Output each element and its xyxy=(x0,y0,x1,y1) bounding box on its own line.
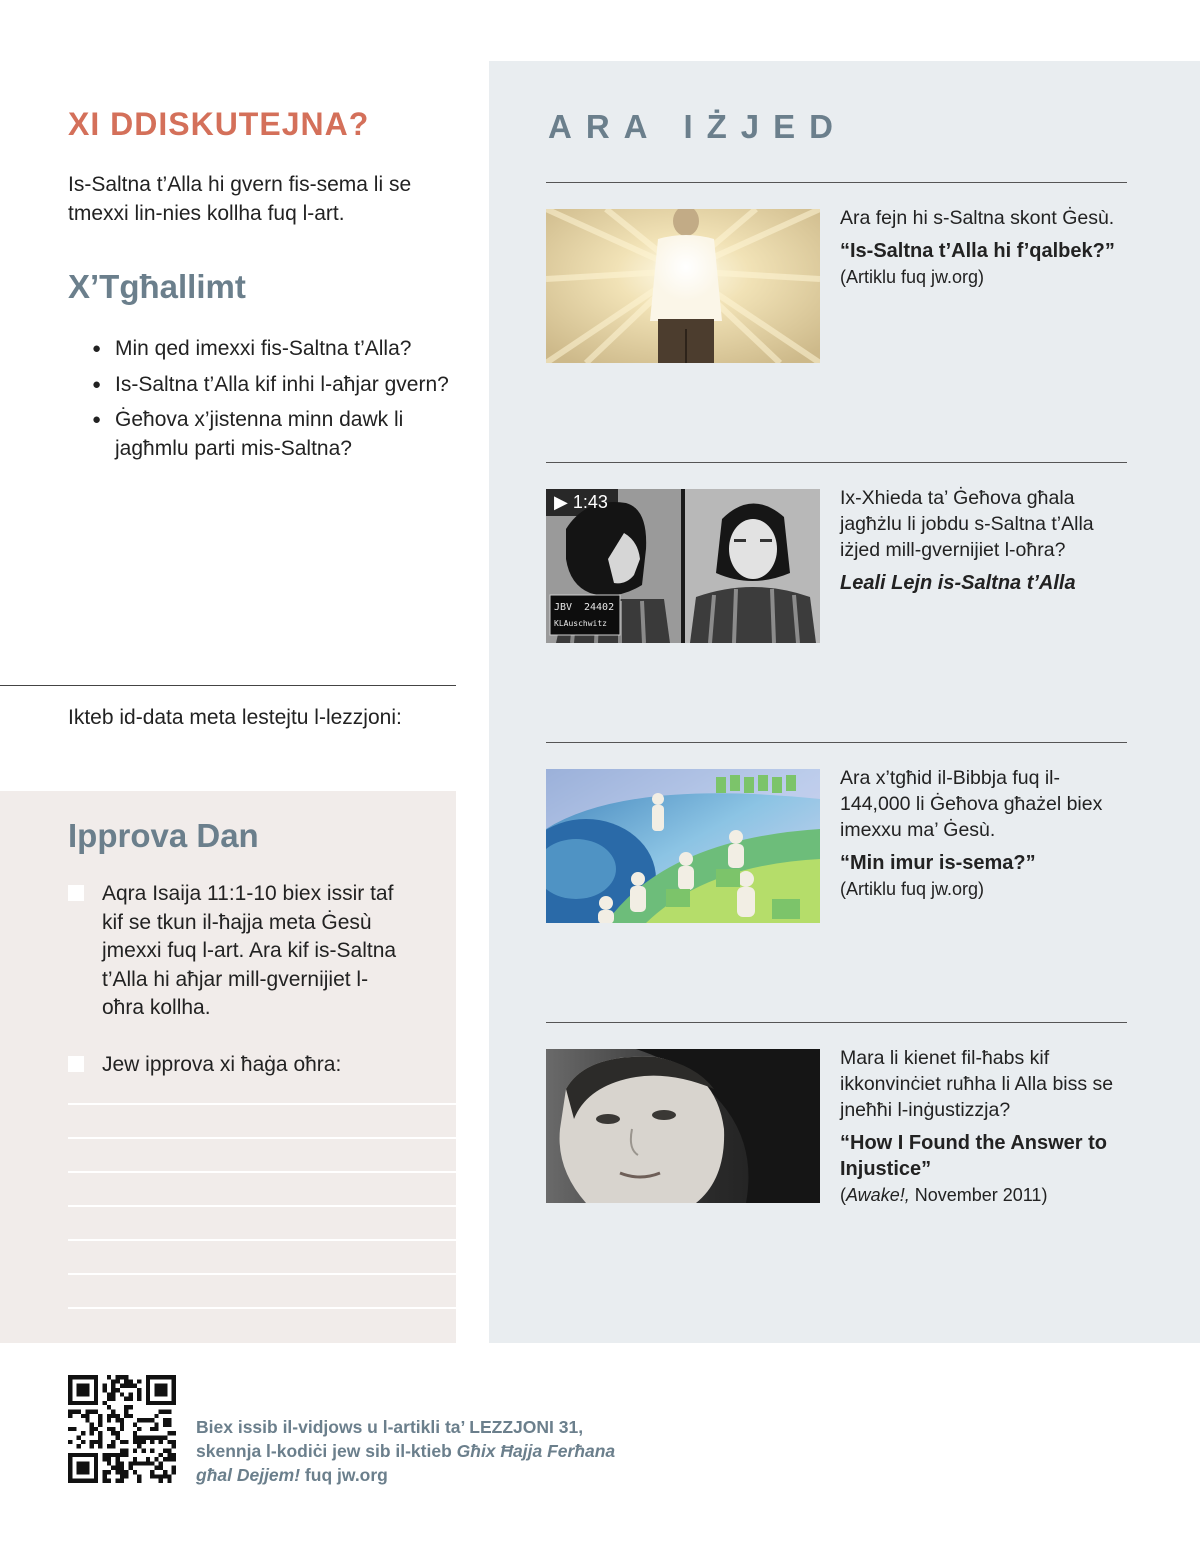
discuss-heading: XI DDISKUTEJNA? xyxy=(68,106,370,142)
write-in-line[interactable] xyxy=(68,1307,456,1309)
explore-item-3 xyxy=(840,765,1130,902)
try-item-other xyxy=(68,1051,398,1080)
item-divider xyxy=(546,182,1127,183)
explore-item-4 xyxy=(840,1045,1130,1208)
item-title-link[interactable]: Leali Lejn is-Saltna t’Alla xyxy=(840,572,1076,594)
try-item-read xyxy=(68,880,398,1023)
item-divider xyxy=(546,462,1127,463)
learned-heading: X’Tgħallimt xyxy=(68,268,246,305)
date-prompt: Ikteb id-data meta lestejtu l-lezzjoni: xyxy=(68,706,402,729)
play-icon: ▶ xyxy=(554,492,568,512)
photo-tag-number: 24402 xyxy=(584,602,615,613)
item-title-link[interactable]: “Min imur is-sema?” xyxy=(840,852,1036,874)
source-publication: Awake!, xyxy=(846,1185,910,1205)
video-duration: 1:43 xyxy=(572,492,608,512)
write-in-line[interactable] xyxy=(68,1273,456,1275)
item-description: Mara li kienet fil-ħabs kif ikkonvinċiet ruħha li Alla biss se jneħħi l-inġustizzja? xyxy=(840,1047,1114,1121)
write-in-line[interactable] xyxy=(68,1239,456,1241)
write-in-line[interactable] xyxy=(68,1137,456,1139)
footer-text-part: fuq jw.org xyxy=(300,1465,388,1485)
prisoner-mugshot-image[interactable] xyxy=(546,489,820,643)
try-heading: Ipprova Dan xyxy=(68,817,259,854)
explore-more-heading: ARA IŻJED xyxy=(548,108,847,145)
try-item-text: Aqra Isaija 11:1-10 biex issir taf kif se tkun il-ħajja meta Ġesù jmexxi fuq l-art. Ara kif is-Saltna t’Alla hi aħjar mill-gvernijiet l-oħra kollha. xyxy=(102,882,397,1019)
checkbox[interactable] xyxy=(68,885,84,901)
man-glowing-heart-image[interactable] xyxy=(546,209,820,363)
learned-item: ● Ġeħova x’jistenna minn dawk li jagħmlu parti mis-Saltna? xyxy=(92,406,452,463)
write-in-line[interactable] xyxy=(68,1171,456,1173)
checkbox[interactable] xyxy=(68,1056,84,1072)
item-title-link[interactable]: “How I Found the Answer to Injustice” xyxy=(840,1132,1108,1180)
section-divider xyxy=(0,685,456,686)
source-paren: ( xyxy=(840,1185,846,1205)
learned-item: ● Min qed imexxi fis-Saltna t’Alla? xyxy=(92,335,452,364)
source-date: November 2011) xyxy=(909,1185,1048,1205)
item-description: Ix-Xhieda ta’ Ġeħova għala jagħżlu li jobdu s-Saltna t’Alla iżjed mill-gvernijiet l-oħra? xyxy=(840,487,1094,561)
item-description: Ara x’tgħid il-Bibbja fuq il-144,000 li Ġeħova għażel biex imexxu ma’ Ġesù. xyxy=(840,767,1103,841)
explore-item-1 xyxy=(840,205,1130,290)
photo-tag-place: KLAuschwitz xyxy=(554,619,607,628)
footer-text-part: skennja l-kodiċi jew sib il-ktieb xyxy=(196,1441,457,1461)
write-in-line[interactable] xyxy=(68,1205,456,1207)
item-divider xyxy=(546,1022,1127,1023)
book-title: Għix Ħajja Ferħana xyxy=(456,1441,616,1461)
learned-item: ● Is-Saltna t’Alla kif inhi l-aħjar gvern? xyxy=(92,371,452,400)
qr-code-icon xyxy=(67,1375,177,1483)
item-source xyxy=(840,1182,1130,1208)
woman-portrait-icon xyxy=(546,1049,820,1203)
footer-line: Biex issib il-vidjows u l-artikli ta’ LEZZJONI 31, xyxy=(196,1417,584,1437)
try-this-box xyxy=(0,791,456,1343)
book-title: għal Dejjem! xyxy=(196,1465,301,1485)
learned-list xyxy=(92,335,452,470)
man-glowing-heart-icon xyxy=(546,209,820,363)
footer-line xyxy=(196,1439,626,1463)
footer-line xyxy=(196,1463,626,1487)
item-divider xyxy=(546,742,1127,743)
photo-tag-prefix: JBV xyxy=(554,602,573,613)
video-duration-badge[interactable] xyxy=(546,489,618,516)
item-title-link[interactable]: “Is-Saltna t’Alla hi f’qalbek?” xyxy=(840,240,1115,262)
qr-code[interactable] xyxy=(67,1375,177,1483)
write-in-line[interactable] xyxy=(68,1103,456,1105)
item-description: Ara fejn hi s-Saltna skont Ġesù. xyxy=(840,207,1115,229)
heavenly-rulers-icon xyxy=(546,769,820,923)
explore-item-2 xyxy=(840,485,1130,596)
discuss-summary: Is-Saltna t’Alla hi gvern fis-sema li se tmexxi lin-nies kollha fuq l-art. xyxy=(68,173,412,225)
woman-portrait-image[interactable] xyxy=(546,1049,820,1203)
item-source: (Artiklu fuq jw.org) xyxy=(840,879,985,899)
item-source: (Artiklu fuq jw.org) xyxy=(840,267,985,287)
heavenly-rulers-image[interactable] xyxy=(546,769,820,923)
footer-note xyxy=(196,1415,626,1487)
try-item-text: Jew ipprova xi ħaġa oħra: xyxy=(102,1053,342,1076)
